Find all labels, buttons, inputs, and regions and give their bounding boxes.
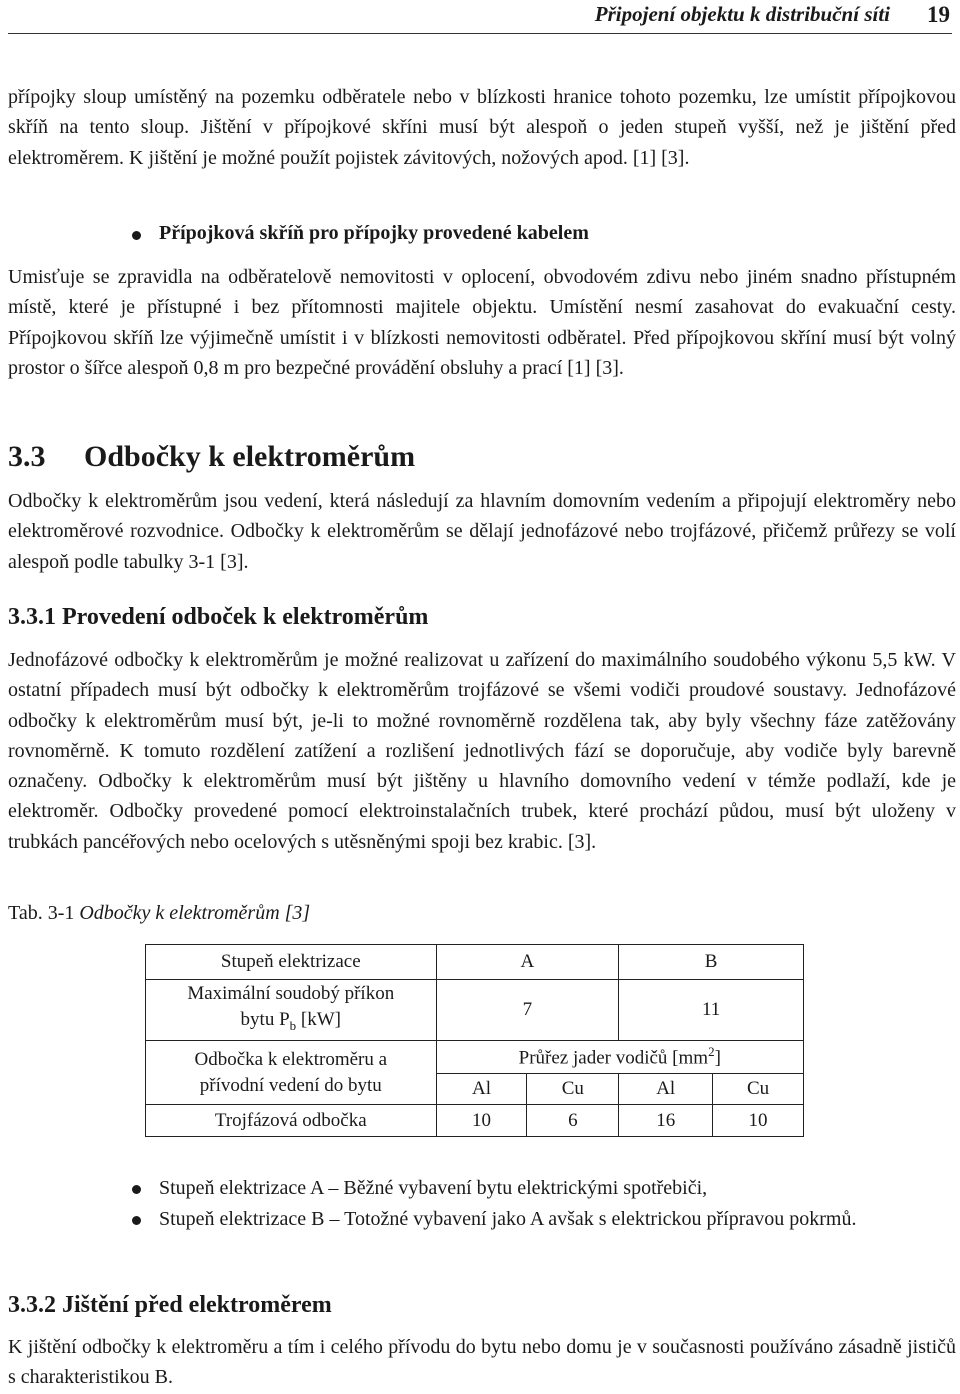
section-3-3-paragraph: Odbočky k elektroměrům jsou vedení, která následují za hlavním domovním vedením a připojují elektroměry nebo elektroměrové rozvodnice. Odbočky k elektroměrům se dělají jednofázové nebo trojfázové, přičemž průřezy se volí alespoň podle tabulky 3-1 [3]. [8,490,956,573]
table-cell: Trojfázová odbočka [146,1105,437,1137]
table-text: [kW] [300,1009,341,1031]
table-caption [8,902,310,925]
section-3-3-1-paragraph: Jednofázové odbočky k elektroměrům je možné realizovat u zařízení do maximálního soudobého výkonu 5,5 kW. V ostatní případech musí být odbočky k elektroměrům trojfázové se všemi vodiči proudové soustavy. Jednofázové odbočky k elektroměrům musí být, je-li to možné rovnoměrně rozdělena tak, aby byly všechny fáze zatěžovány rovnoměrně. K tomuto rozdělení zatížení a rozlišení jednotlivých fází se doporučuje, aby vodiče byly barevně označeny. Odbočky k elektroměrům musí být jištěny u hlavního domovního vedení v témže podlaží, kde je elektroměr. Odbočky provedené pomocí elektroinstalačních trubek, které prochází půdou, musí být uloženy v trubkách pancéřových nebo ocelových s utěsněnými spoji bez krabic. [3]. [8,649,956,853]
table-cell: Al [436,1074,527,1105]
note-item: Stupeň elektrizace B – Totožné vybavení jako A avšak s elektrickou přípravou pokrmů. [159,1208,857,1230]
cabinet-paragraph: Umisťuje se zpravidla na odběratelově nemovitosti v oplocení, obvodovém zdivu nebo jiném snadno přístupném místě, které je přístupné i bez přítomnosti majitele objektu. Umístění nesmí zasahovat do evakuační cesty. Přípojkovou skříň lze výjimečně umístit i v blízkosti nemovitosti odběratel. Před přípojkovou skříní musí být volný prostor o šířce alespoň 0,8 m pro bezpečné provádění obsluhy a prací [1] [3]. [8,266,956,379]
table-caption-prefix: Tab. 3-1 [8,902,75,924]
table-cell: 6 [527,1105,619,1137]
table-text: Maximální soudobý příkon [187,983,395,1005]
section-number: 3.3 [8,440,46,473]
note-item: Stupeň elektrizace A – Běžné vybavení bytu elektrickými spotřebiči, [159,1177,708,1199]
table-superscript: 2 [708,1044,715,1060]
table-cell: B [619,945,804,980]
table-cell: 16 [619,1105,713,1137]
bullet-icon [132,231,141,240]
bullet-icon [132,1216,141,1225]
table-row [146,1041,804,1074]
running-header [8,0,952,34]
bullet-icon [132,1185,141,1194]
table-cell: Cu [527,1074,619,1105]
table-cell: Stupeň elektrizace [146,945,437,980]
cross-section-table [145,944,804,1137]
section-heading-3-3 [8,440,415,474]
table-cell [436,1041,803,1074]
table-cell: 10 [436,1105,527,1137]
table-subscript: b [289,1017,297,1033]
table-cell: A [436,945,619,980]
table-cell [146,1041,437,1105]
table-row [146,980,804,1041]
table-cell: 10 [713,1105,804,1137]
table-text: Průřez jader vodičů [mm [518,1047,709,1069]
table-cell [146,980,437,1041]
subsection-heading-3-3-2: 3.3.2 Jištění před elektroměrem [8,1292,332,1318]
header-title: Připojení objektu k distribuční síti [594,2,890,26]
table-cell: 11 [619,980,804,1041]
page-number: 19 [927,2,950,27]
subsection-heading-3-3-1: 3.3.1 Provedení odboček k elektroměrům [8,604,429,630]
table-cell: Cu [713,1074,804,1105]
intro-paragraph: přípojky sloup umístěný na pozemku odběratele nebo v blízkosti hranice tohoto pozemku, lze umístit přípojkovou skříň na tento sloup. Jištění v přípojkové skříni musí být alespoň o jeden stupeň vyšší, než je jištění před elektroměrem. K jištění je možné použít pojistek závitových, nožových apod. [1] [3]. [8,86,956,169]
section-title: Odbočky k elektroměrům [84,440,416,473]
table-caption-title: Odbočky k elektroměrům [3] [79,902,311,924]
bullet-heading: Přípojková skříň pro přípojky provedené kabelem [159,222,589,244]
table-text: Odbočka k elektroměru a [194,1048,388,1070]
table-cell: Al [619,1074,713,1105]
table-text: přívodní vedení do bytu [199,1074,382,1096]
table-row [146,945,804,980]
table-text: ] [714,1047,721,1069]
table-row [146,1105,804,1137]
section-3-3-2-paragraph: K jištění odbočky k elektroměru a tím i celého přívodu do bytu nebo domu je v současnosti používáno zásadně jističů s charakteristikou B. [8,1336,956,1389]
table-text: bytu P [240,1009,290,1031]
table-cell: 7 [436,980,619,1041]
